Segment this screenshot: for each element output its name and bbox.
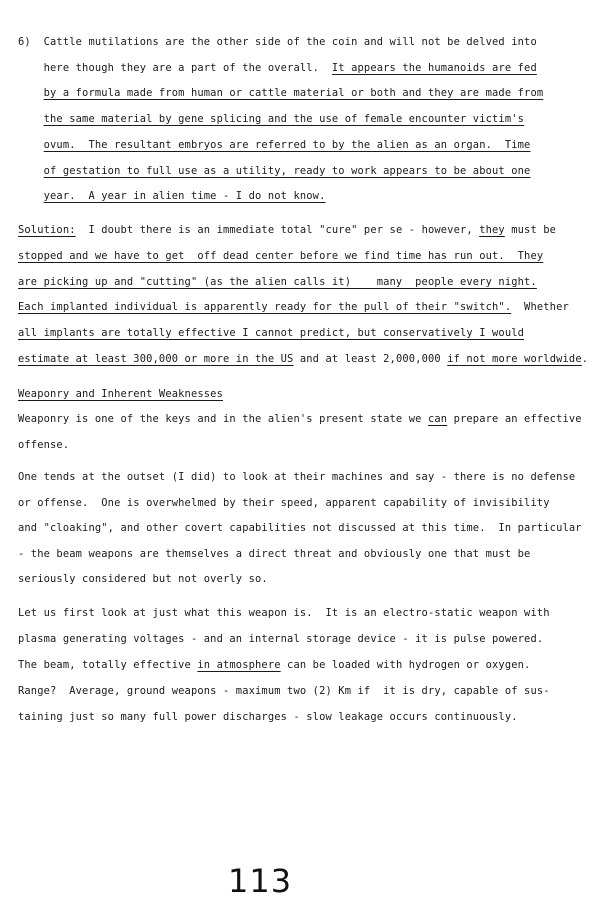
plain-text	[18, 165, 44, 177]
underlined-text: if not more worldwide	[447, 353, 582, 365]
text-line	[18, 573, 268, 585]
text-line	[18, 522, 582, 534]
plain-text: must be	[504, 224, 557, 236]
text-line	[18, 62, 537, 74]
plain-text: offense.	[18, 439, 70, 451]
underlined-text: can	[427, 413, 448, 425]
plain-text: The beam, totally effective	[18, 658, 198, 671]
plain-text: and at least 2,000,000	[293, 353, 448, 365]
plain-text: prepare an effective	[447, 413, 582, 425]
text-line	[18, 224, 556, 236]
underlined-text: in atmosphere	[197, 658, 281, 671]
text-line	[18, 276, 537, 288]
underlined-text: the same material by gene splicing and the use of female encounter victim's	[43, 113, 525, 126]
text-line	[18, 87, 543, 99]
plain-text	[18, 190, 44, 202]
plain-text: seriously considered but not overly so.	[18, 573, 268, 586]
underlined-text: they	[479, 224, 505, 236]
underlined-text: ovum. The resultant embryos are referred to by the alien as an organ. Time	[43, 138, 531, 151]
text-line	[18, 659, 530, 671]
text-line	[18, 327, 524, 339]
plain-text	[18, 113, 44, 125]
text-line	[18, 165, 530, 177]
text-line	[18, 301, 569, 313]
plain-text: Whether	[511, 301, 569, 314]
underlined-text: of gestation to full use as a utility, ready to work appears to be about one	[43, 164, 531, 177]
underlined-text: year. A year in alien time - I do not know.	[43, 190, 326, 203]
text-line	[18, 711, 518, 723]
plain-text: and "cloaking", and other covert capabilities not discussed at this time. In particular	[18, 522, 582, 535]
plain-text: .	[581, 353, 589, 365]
plain-text: or offense. One is overwhelmed by their speed, apparent capability of invisibility	[18, 496, 550, 509]
plain-text: here though they are a part of the overall.	[18, 61, 332, 74]
plain-text: I doubt there is an immediate total "cure" per se - however,	[75, 224, 480, 236]
underlined-text: It appears the humanoids are fed	[331, 61, 537, 74]
text-line	[18, 413, 582, 425]
text-line	[18, 250, 543, 262]
text-line	[18, 36, 537, 48]
text-line	[18, 353, 588, 365]
plain-text: One tends at the outset (I did) to look at their machines and say - there is no defense	[18, 471, 576, 483]
underlined-text: Each implanted individual is apparently ready for the pull of their "switch".	[18, 301, 512, 314]
plain-text	[18, 139, 44, 151]
underlined-text: all implants are totally effective I cannot predict, but conservatively I would	[18, 327, 525, 340]
plain-text: Weaponry is one of the keys and in the alien's present state we	[18, 413, 428, 425]
section-heading	[18, 388, 223, 400]
text-line	[18, 139, 530, 151]
plain-text: Let us first look at just what this weapon is. It is an electro-static weapon with	[18, 607, 550, 619]
underlined-text: are picking up and "cutting" (as the alien calls it) many people every night.	[18, 275, 537, 288]
plain-text: taining just so many full power discharges - slow leakage occurs continuously.	[18, 710, 518, 723]
text-line	[18, 471, 575, 483]
plain-text: - the beam weapons are themselves a direct threat and obviously one that must be	[18, 547, 531, 560]
underlined-text: stopped and we have to get off dead center before we find time has run out. They	[18, 249, 544, 262]
text-line	[18, 439, 69, 451]
underlined-text: by a formula made from human or cattle material or both and they are made from	[43, 87, 544, 100]
underlined-text: Solution:	[18, 224, 76, 236]
plain-text: 6) Cattle mutilations are the other side of the coin and will not be delved into	[18, 36, 537, 48]
plain-text: can be loaded with hydrogen or oxygen.	[280, 658, 531, 671]
text-line	[18, 607, 550, 619]
plain-text: plasma generating voltages - and an internal storage device - it is pulse powered.	[18, 632, 544, 645]
text-line	[18, 190, 325, 202]
plain-text: Range? Average, ground weapons - maximum two (2) Km if it is dry, capable of sus-	[18, 684, 550, 697]
text-line	[18, 633, 543, 645]
text-line	[18, 497, 550, 509]
underlined-text: estimate at least 300,000 or more in the US	[18, 353, 294, 365]
text-line	[18, 685, 550, 697]
underlined-text: Weaponry and Inherent Weaknesses	[18, 388, 223, 400]
text-line	[18, 113, 524, 125]
page-number: 113	[228, 862, 293, 900]
plain-text	[18, 87, 44, 99]
text-line	[18, 548, 530, 560]
